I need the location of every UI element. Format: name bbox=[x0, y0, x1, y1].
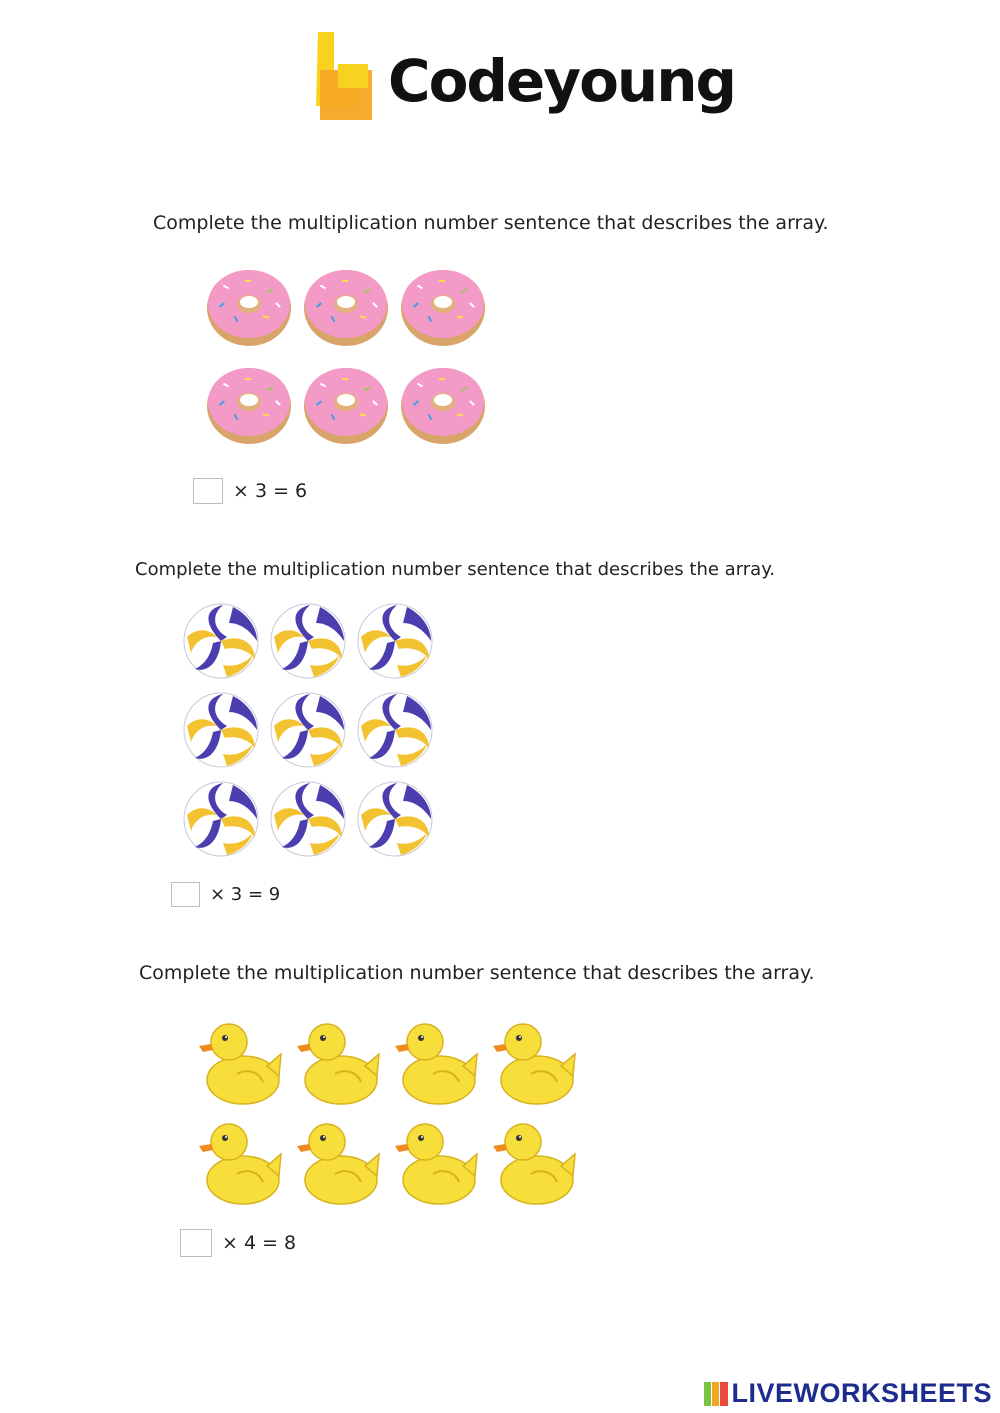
rubber-duck-icon bbox=[493, 1124, 575, 1204]
equation bbox=[193, 478, 307, 504]
rubber-duck-icon bbox=[297, 1124, 379, 1204]
volleyball-array bbox=[180, 600, 440, 862]
equation bbox=[171, 882, 280, 907]
liveworksheets-logo-icon bbox=[704, 1382, 728, 1406]
donut-icon bbox=[304, 270, 388, 346]
question-text: Complete the multiplication number sentence that describes the array. bbox=[153, 212, 829, 234]
rubber-duck-icon bbox=[297, 1024, 379, 1104]
brand-name: Codeyoung bbox=[388, 47, 736, 115]
question-text: Complete the multiplication number sentence that describes the array. bbox=[139, 962, 815, 984]
volleyball-icon bbox=[184, 693, 258, 767]
volleyball-icon bbox=[358, 693, 432, 767]
codeyoung-logo-icon bbox=[312, 30, 376, 122]
donut-icon bbox=[401, 270, 485, 346]
question-text: Complete the multiplication number sentence that describes the array. bbox=[135, 559, 776, 580]
volleyball-icon bbox=[271, 693, 345, 767]
volleyball-icon bbox=[358, 604, 432, 678]
equation bbox=[180, 1229, 296, 1257]
brand-logo bbox=[312, 30, 736, 130]
liveworksheets-footer bbox=[704, 1378, 992, 1409]
donut-icon bbox=[304, 368, 388, 444]
volleyball-icon bbox=[184, 782, 258, 856]
answer-input[interactable] bbox=[193, 478, 223, 504]
volleyball-icon bbox=[271, 782, 345, 856]
volleyball-icon bbox=[184, 604, 258, 678]
donut-icon bbox=[401, 368, 485, 444]
volleyball-icon bbox=[358, 782, 432, 856]
equation-text: × 3 = 9 bbox=[210, 884, 281, 905]
answer-input[interactable] bbox=[171, 882, 200, 907]
equation-text: × 4 = 8 bbox=[222, 1232, 297, 1254]
rubber-duck-icon bbox=[199, 1024, 281, 1104]
donut-array bbox=[203, 262, 493, 447]
rubber-duck-icon bbox=[199, 1124, 281, 1204]
footer-brand: LIVEWORKSHEETS bbox=[731, 1378, 992, 1408]
volleyball-icon bbox=[271, 604, 345, 678]
rubber-duck-icon bbox=[395, 1024, 477, 1104]
rubber-duck-icon bbox=[493, 1024, 575, 1104]
duck-array bbox=[195, 1010, 580, 1205]
donut-icon bbox=[207, 270, 291, 346]
equation-text: × 3 = 6 bbox=[233, 480, 308, 502]
answer-input[interactable] bbox=[180, 1229, 212, 1257]
donut-icon bbox=[207, 368, 291, 444]
rubber-duck-icon bbox=[395, 1124, 477, 1204]
